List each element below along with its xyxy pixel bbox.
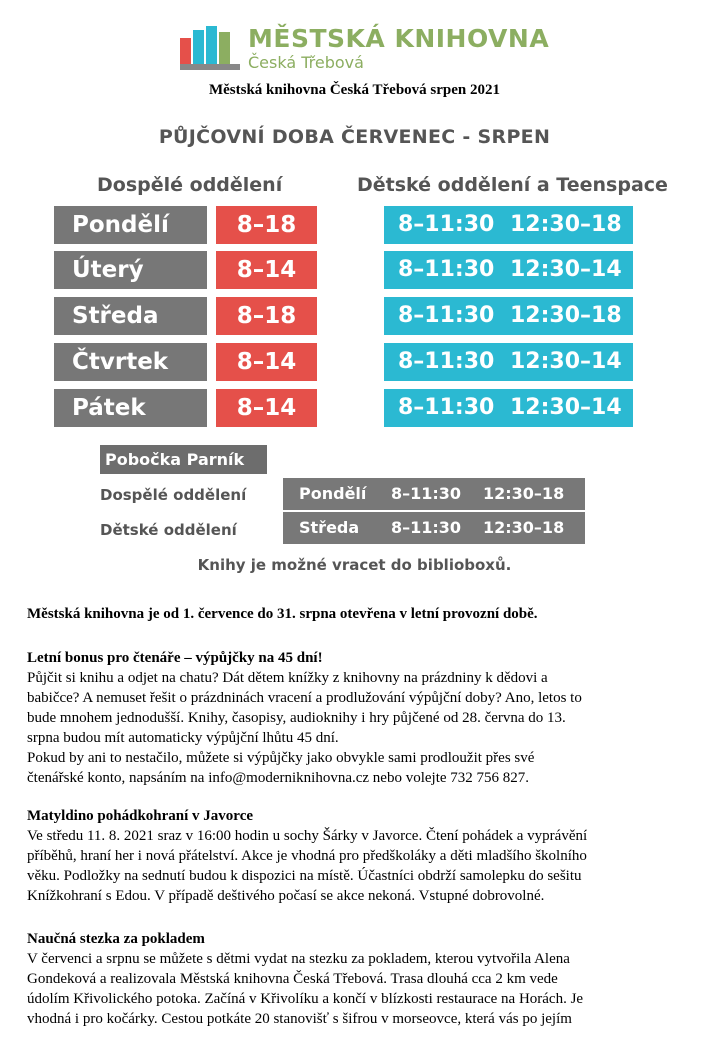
trail-section (27, 929, 692, 1029)
text-line: V červenci a srpnu se můžete s dětmi vydat na stezku za pokladem, kterou vytvořila Alena (27, 951, 570, 967)
child-hours-morning: 8–11:30 (398, 303, 495, 328)
child-hours-afternoon: 12:30–14 (510, 395, 622, 420)
day-cell: Úterý (54, 251, 207, 289)
bonus-heading: Letní bonus pro čtenáře – výpůjčky na 45 dní! (27, 650, 323, 666)
text-line: příběhů, hraní her i nová přátelství. Akce je vhodná pro předškoláky a děti mladšího školního (27, 848, 587, 864)
text-line: věku. Podložky na sednutí budou k dispozici na místě. Účastníci obdrží samolepku do sešitu (27, 868, 582, 884)
adult-hours-cell: 8–18 (216, 297, 317, 335)
branch-day: Středa (299, 518, 360, 537)
bibliobox-note: Knihy je možné vracet do biblioboxů. (197, 556, 512, 574)
branch-day: Pondělí (299, 484, 367, 503)
child-hours-afternoon: 12:30–18 (510, 212, 622, 237)
matylda-heading: Matyldino pohádkohraní v Javorce (27, 808, 254, 824)
branch-hours-morning: 8–11:30 (391, 518, 462, 537)
text-line: Půjčit si knihu a odjet na chatu? Dát dětem knížky z knihovny na prázdniny k dědovi a (27, 670, 548, 686)
child-hours-afternoon: 12:30–14 (510, 257, 622, 282)
adult-hours-cell: 8–14 (216, 251, 317, 289)
adult-hours-cell: 8–18 (216, 206, 317, 244)
child-hours-afternoon: 12:30–14 (510, 349, 622, 374)
child-hours-morning: 8–11:30 (398, 257, 495, 282)
child-hours-cell (384, 251, 633, 289)
child-hours-cell (384, 389, 633, 427)
opening-hours-title: PŮJČOVNÍ DOBA ČERVENEC - SRPEN (158, 126, 551, 148)
branch-hours-morning: 8–11:30 (391, 484, 462, 503)
child-hours-morning: 8–11:30 (398, 212, 495, 237)
logo-place: Česká Třebová (248, 53, 364, 72)
text-line: Knížkohraní s Edou. V případě deštivého počasí se akce nekoná. Vstupné dobrovolné. (27, 888, 545, 904)
text-line: babičce? A nemuset řešit o prázdninách vracení a prodlužování výpůjční doby? Ano, letos to (27, 690, 582, 706)
child-hours-morning: 8–11:30 (398, 349, 495, 374)
text-line: bude mnohem jednodušší. Knihy, časopisy, audioknihy i hry půjčené od 28. června do 13. (27, 710, 566, 726)
child-hours-cell (384, 297, 633, 335)
matylda-section (27, 806, 692, 906)
child-hours-afternoon: 12:30–18 (510, 303, 622, 328)
branch-adult-hours (283, 478, 585, 510)
day-cell: Pondělí (54, 206, 207, 244)
day-cell: Pátek (54, 389, 207, 427)
text-line: srpna budou mít automaticky výpůjční lhůtu 45 dní. (27, 730, 339, 746)
logo-name: MĚSTSKÁ KNIHOVNA (248, 24, 550, 53)
day-cell: Čtvrtek (54, 343, 207, 381)
text-line: Ve středu 11. 8. 2021 sraz v 16:00 hodin u sochy Šárky v Javorce. Čtení pohádek a vyprávění (27, 828, 588, 844)
branch-adult-label: Dospělé oddělení (100, 486, 247, 504)
document-title: Městská knihovna Česká Třebová srpen 2021 (208, 82, 500, 98)
bonus-section (27, 648, 692, 788)
child-dept-heading: Dětské oddělení a Teenspace (357, 174, 668, 196)
adult-hours-cell: 8–14 (216, 343, 317, 381)
trail-heading: Naučná stezka za pokladem (27, 931, 205, 947)
text-line: Pokud by ani to nestačilo, můžete si výpůjčky jako obvykle sami prodloužit přes své (27, 750, 535, 766)
branch-hours-afternoon: 12:30–18 (483, 518, 565, 537)
branch-child-label: Dětské oddělení (100, 521, 237, 539)
library-logo-bars-icon (180, 26, 240, 70)
branch-child-hours (283, 512, 585, 544)
child-hours-cell (384, 343, 633, 381)
adult-dept-heading: Dospělé oddělení (97, 174, 283, 196)
branch-title: Pobočka Parník (100, 445, 267, 474)
day-cell: Středa (54, 297, 207, 335)
child-hours-cell (384, 206, 633, 244)
intro-paragraph: Městská knihovna je od 1. července do 31. srpna otevřena v letní provozní době. (27, 606, 538, 622)
text-line: Gondeková a realizovala Městská knihovna Česká Třebová. Trasa dlouhá cca 2 km vede (27, 971, 558, 987)
adult-hours-cell: 8–14 (216, 389, 317, 427)
text-line: údolím Křivolického potoka. Začíná v Křivolíku a končí v blízkosti restaurace na Horách. Je (27, 991, 584, 1007)
text-line: čtenářské konto, napsáním na info@moderniknihovna.cz nebo volejte 732 756 827. (27, 770, 530, 786)
branch-hours-afternoon: 12:30–18 (483, 484, 565, 503)
child-hours-morning: 8–11:30 (398, 395, 495, 420)
text-line: vhodná i pro kočárky. Cestou potkáte 20 stanovišť s šifrou v morseovce, která vás po jejím (27, 1011, 572, 1027)
